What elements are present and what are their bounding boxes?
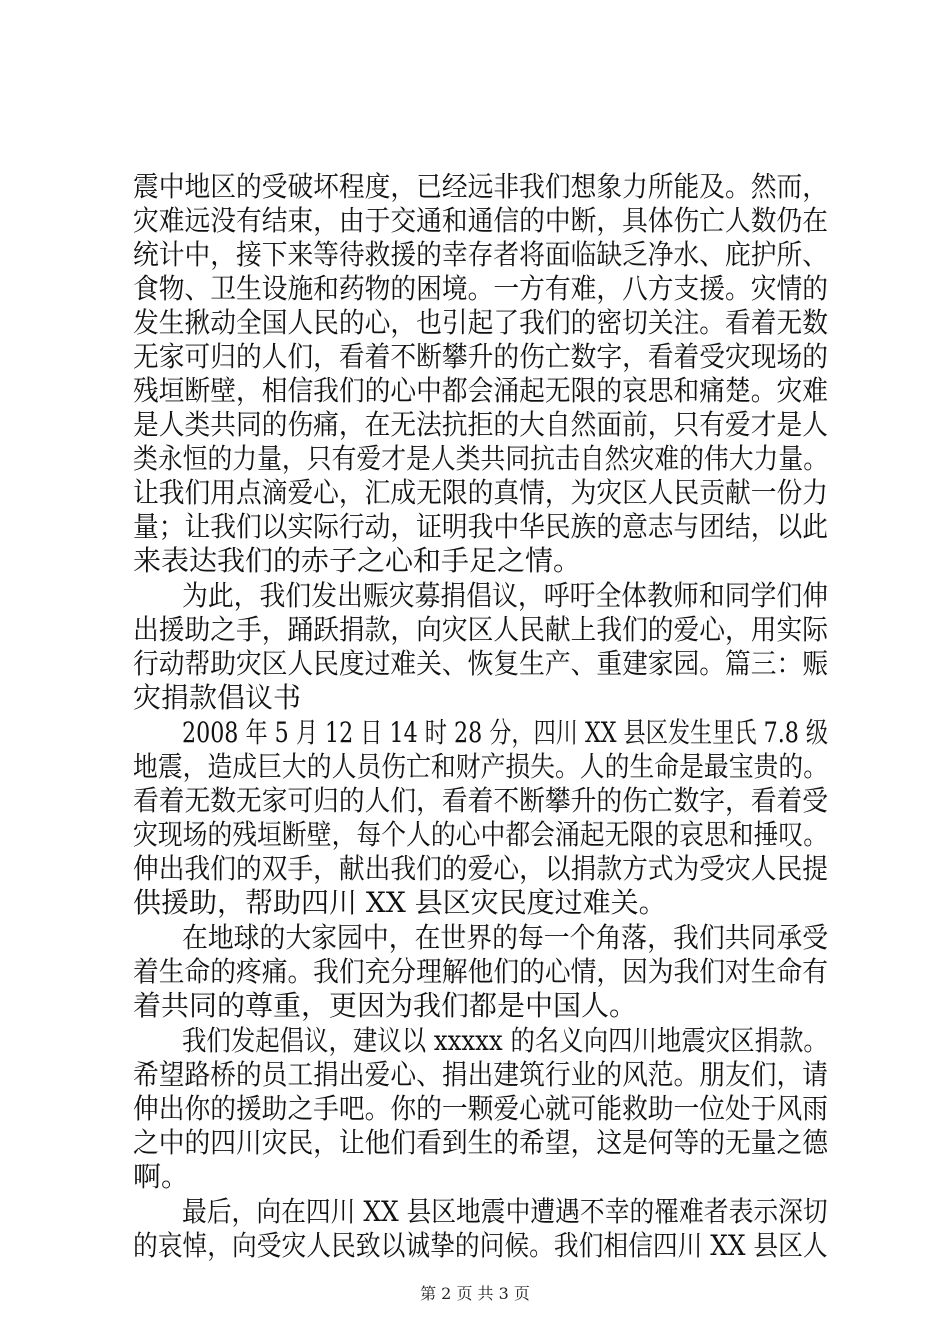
text-line: 伸出你的援助之手吧。你的一颗爱心就可能救助一位处于风雨	[133, 1092, 829, 1125]
text-line: 出援助之手，踊跃捐款，向灾区人民献上我们的爱心，用实际	[133, 613, 829, 646]
text-line: 是人类共同的伤痛，在无法抗拒的大自然面前，只有爱才是人	[133, 408, 829, 441]
text-line: 统计中，接下来等待救援的幸存者将面临缺乏净水、庇护所、	[133, 238, 829, 271]
text-line: 着生命的疼痛。我们充分理解他们的心情，因为我们对生命有	[133, 955, 829, 988]
text-line: 希望路桥的员工捐出爱心、捐出建筑行业的风范。朋友们，请	[133, 1058, 829, 1091]
text-line: 残垣断壁，相信我们的心中都会涌起无限的哀思和痛楚。灾难	[133, 374, 829, 407]
text-line: 供援助，帮助四川 XX 县区灾民度过难关。	[133, 886, 667, 919]
text-line: 灾现场的残垣断壁，每个人的心中都会涌起无限的哀思和捶叹。	[133, 818, 829, 851]
text-line: 看着无数无家可归的人们，看着不断攀升的伤亡数字，看着受	[133, 784, 829, 817]
text-line: 量；让我们以实际行动，证明我中华民族的意志与团结，以此	[133, 510, 829, 543]
text-line: 啊。	[133, 1160, 190, 1193]
text-line: 灾捐款倡议书	[133, 681, 302, 714]
text-line: 我们发起倡议，建议以 xxxxx 的名义向四川地震灾区捐款。	[182, 1024, 828, 1057]
text-line: 让我们用点滴爱心，汇成无限的真情，为灾区人民贡献一份力	[133, 476, 829, 509]
text-line: 灾难远没有结束，由于交通和通信的中断，具体伤亡人数仍在	[133, 204, 829, 237]
text-line: 无家可归的人们，看着不断攀升的伤亡数字，看着受灾现场的	[133, 340, 829, 373]
text-line: 来表达我们的赤子之心和手足之情。	[133, 544, 582, 577]
text-line: 的哀悼，向受灾人民致以诚挚的问候。我们相信四川 XX 县区人	[133, 1229, 828, 1262]
page-number-footer: 第 2 页 共 3 页	[420, 1284, 530, 1303]
text-line: 震中地区的受破坏程度，已经远非我们想象力所能及。然而，	[133, 170, 829, 203]
text-line: 之中的四川灾民，让他们看到生的希望，这是何等的无量之德	[133, 1126, 829, 1159]
text-line: 行动帮助灾区人民度过难关、恢复生产、重建家园。篇三：赈	[133, 647, 829, 680]
text-line: 2008 年 5 月 12 日 14 时 28 分，四川 XX 县区发生里氏 7.8 级	[182, 716, 829, 749]
text-line: 食物、卫生设施和药物的困境。一方有难，八方支援。灾情的	[133, 272, 829, 305]
text-line: 最后，向在四川 XX 县区地震中遭遇不幸的罹难者表示深切	[182, 1195, 828, 1228]
text-line: 地震，造成巨大的人员伤亡和财产损失。人的生命是最宝贵的。	[133, 750, 829, 783]
text-line: 发生揪动全国人民的心，也引起了我们的密切关注。看着无数	[133, 306, 829, 339]
text-line: 伸出我们的双手，献出我们的爱心，以捐款方式为受灾人民提	[133, 852, 829, 885]
text-line: 在地球的大家园中，在世界的每一个角落，我们共同承受	[182, 921, 829, 954]
text-line: 类永恒的力量，只有爱才是人类共同抗击自然灾难的伟大力量。	[133, 442, 829, 475]
text-line: 为此，我们发出赈灾募捐倡议，呼吁全体教师和同学们伸	[182, 579, 829, 612]
text-line: 着共同的尊重，更因为我们都是中国人。	[133, 989, 638, 1022]
